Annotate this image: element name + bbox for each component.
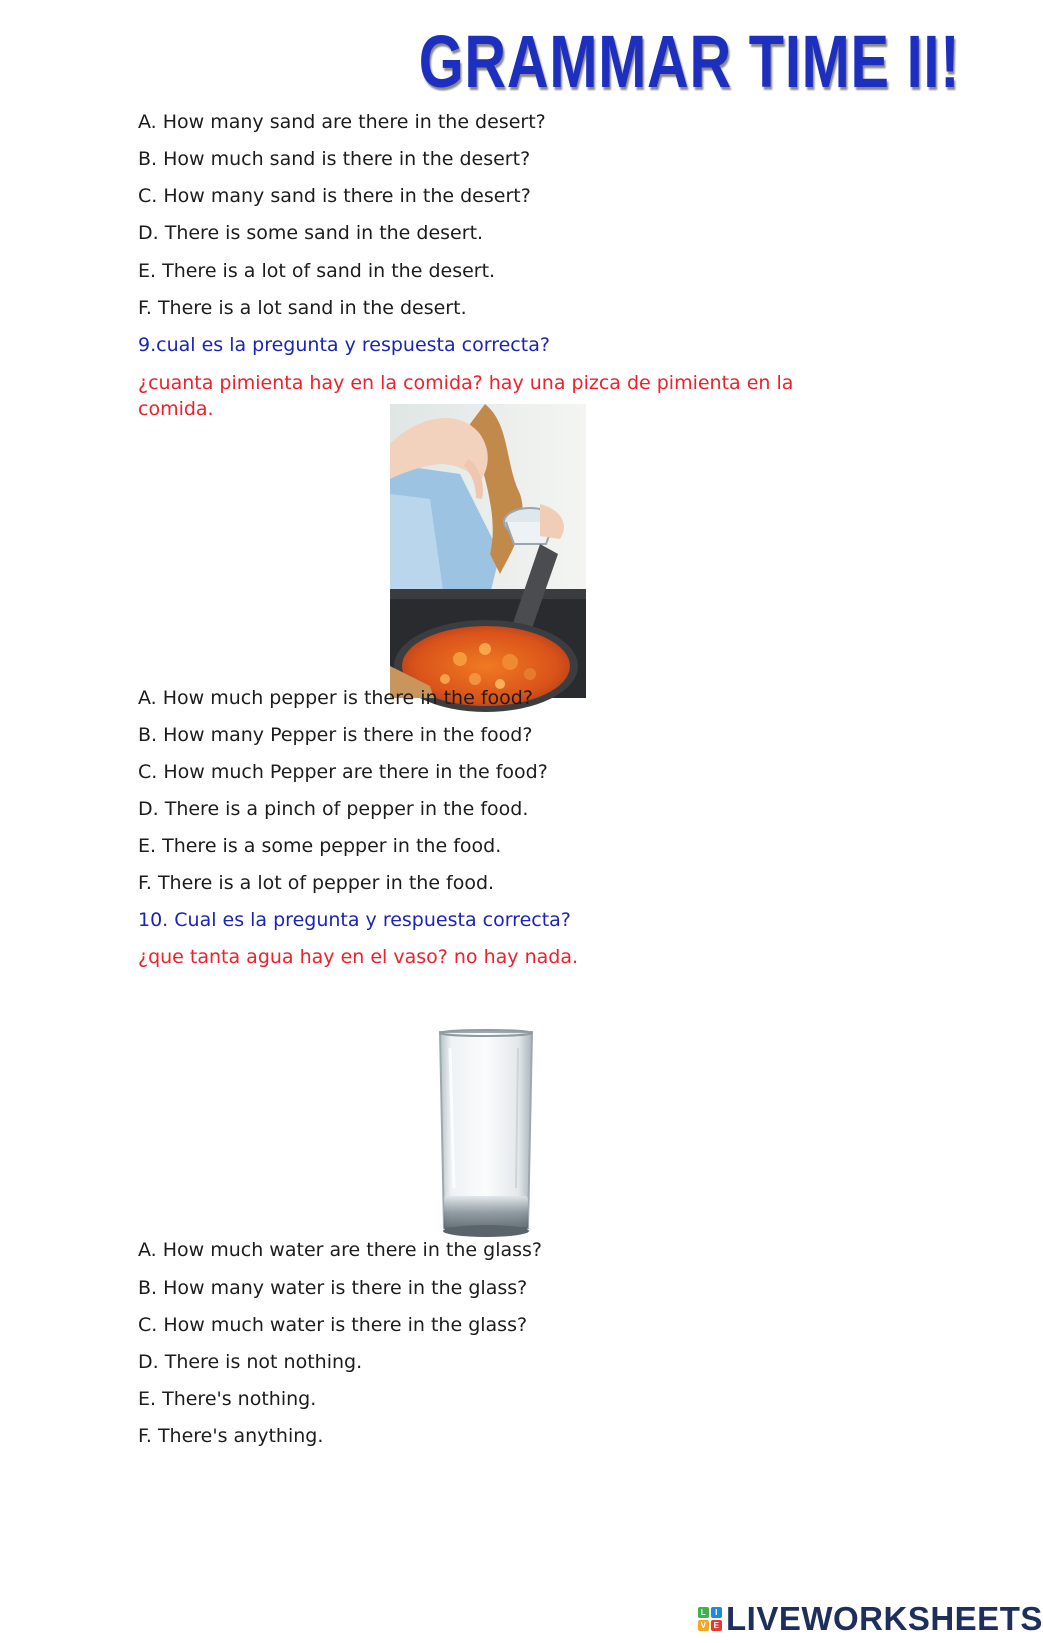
- option-10a[interactable]: A. How much water are there in the glass?: [138, 1239, 543, 1261]
- option-8c[interactable]: C. How many sand is there in the desert?: [138, 185, 531, 207]
- option-10e[interactable]: E. There's nothing.: [138, 1388, 317, 1410]
- logo-text: LIVEWORKSHEETS: [726, 1600, 1043, 1637]
- logo-mark-icon: L I V E: [698, 1607, 722, 1631]
- liveworksheets-logo[interactable]: [698, 1600, 1043, 1638]
- option-9a[interactable]: A. How much pepper is there in the food?: [138, 687, 533, 709]
- question-10: 10. Cual es la pregunta y respuesta correcta?: [138, 909, 571, 931]
- option-10d[interactable]: D. There is not nothing.: [138, 1351, 363, 1373]
- option-8f[interactable]: F. There is a lot sand in the desert.: [138, 297, 467, 319]
- option-8a[interactable]: A. How many sand are there in the desert?: [138, 111, 546, 133]
- option-9e[interactable]: E. There is a some pepper in the food.: [138, 835, 502, 857]
- option-10b[interactable]: B. How many water is there in the glass?: [138, 1277, 528, 1299]
- empty-glass-photo: [436, 1028, 536, 1250]
- option-9b[interactable]: B. How many Pepper is there in the food?: [138, 724, 533, 746]
- option-9c[interactable]: C. How much Pepper are there in the food?: [138, 761, 548, 783]
- page-title: GRAMMAR TIME II!: [418, 20, 960, 103]
- option-8e[interactable]: E. There is a lot of sand in the desert.: [138, 260, 496, 282]
- prompt-9: ¿cuanta pimienta hay en la comida? hay una pizca de pimienta en la comida.: [138, 372, 794, 420]
- option-9f[interactable]: F. There is a lot of pepper in the food.: [138, 872, 495, 894]
- option-9d[interactable]: D. There is a pinch of pepper in the food.: [138, 798, 529, 820]
- option-10f[interactable]: F. There's anything.: [138, 1425, 324, 1447]
- prompt-10: ¿que tanta agua hay en el vaso? no hay nada.: [138, 946, 578, 968]
- question-9: 9.cual es la pregunta y respuesta correcta?: [138, 334, 550, 356]
- option-8d[interactable]: D. There is some sand in the desert.: [138, 222, 484, 244]
- option-8b[interactable]: B. How much sand is there in the desert?: [138, 148, 531, 170]
- option-10c[interactable]: C. How much water is there in the glass?: [138, 1314, 528, 1336]
- cooking-pepper-photo: [390, 404, 586, 698]
